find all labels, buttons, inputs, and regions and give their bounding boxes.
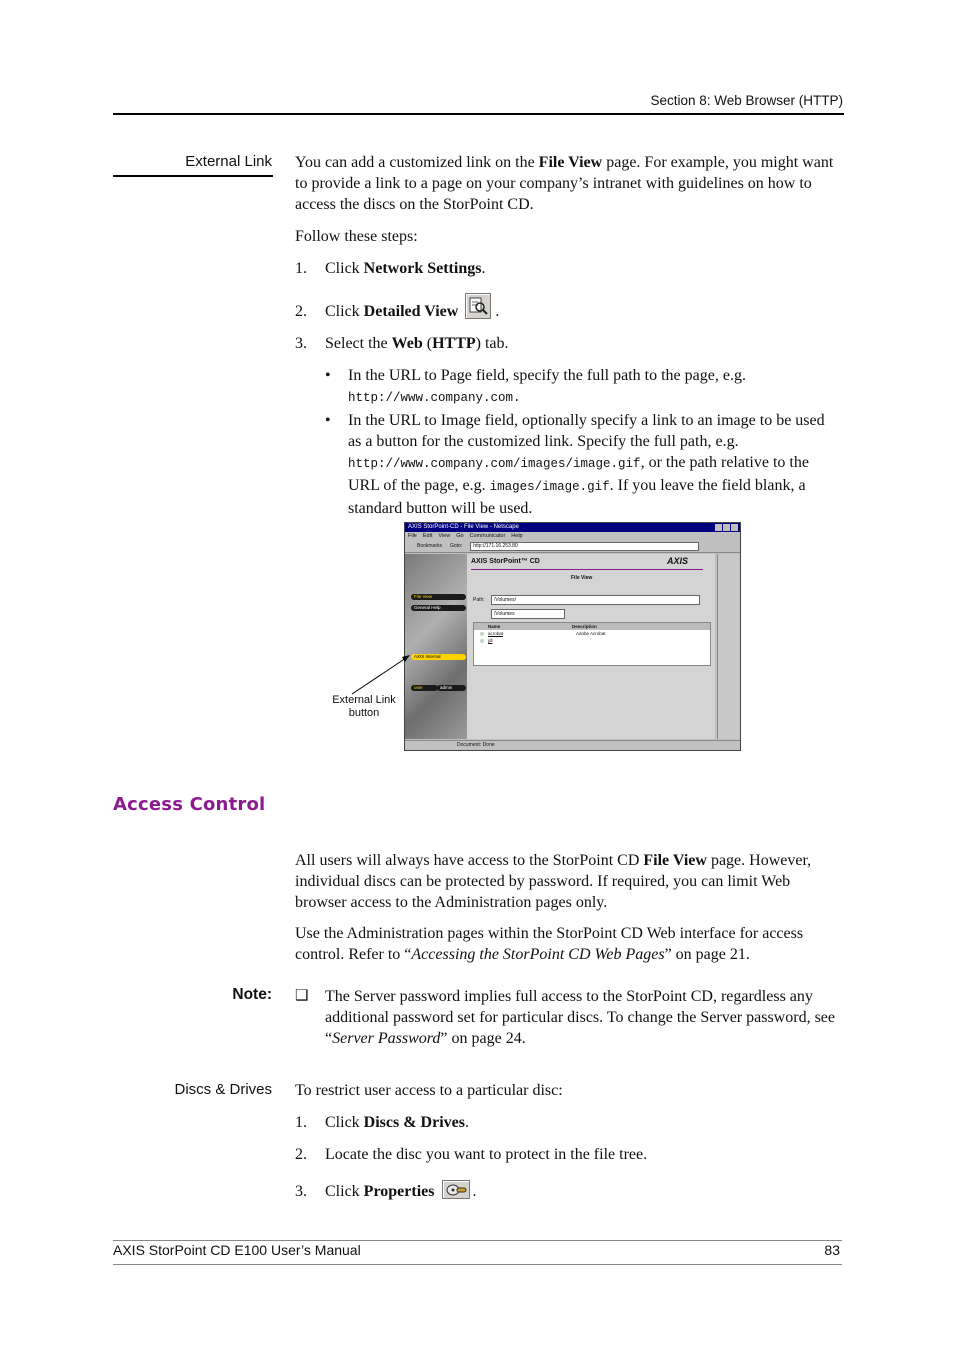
list-item: ◎ acrobat Adobe Acrobat: [480, 631, 606, 636]
footer-title: AXIS StorPoint CD E100 User’s Manual: [113, 1242, 361, 1258]
footer-rule-bottom: [113, 1264, 842, 1265]
path-select: /Volumes: [491, 609, 565, 619]
callout-arrow: [350, 650, 412, 696]
note-label: Note:: [232, 986, 272, 1003]
side-heading-discs-drives: Discs & Drives: [174, 1081, 272, 1098]
footer-rule-top: [113, 1240, 842, 1241]
detailed-view-icon: [465, 293, 491, 319]
nav-user: user: [411, 685, 438, 691]
list-item: ◎ jdl: [480, 638, 493, 643]
nav-general-help: General Help: [411, 605, 466, 611]
properties-icon: [442, 1180, 470, 1199]
follow-steps: Follow these steps:: [295, 228, 418, 245]
note-box-icon: ❑: [295, 988, 309, 1004]
status-bar: Document: Done: [405, 740, 740, 750]
nav-external-link: AXIS Internal: [411, 654, 466, 660]
access-control-p2: Use the Administration pages within the StorPoint CD Web interface for access control. Refer to “Accessing the StorPoint CD Web Pages” on page 21.: [295, 925, 804, 963]
discs-intro: To restrict user access to a particular disc:: [295, 1082, 563, 1099]
bookmarks-label: Bookmarks: [417, 543, 443, 549]
side-heading-external-link: External Link: [185, 153, 272, 170]
page-heading: File View: [571, 575, 593, 581]
path-input: /Volumes/: [491, 595, 700, 605]
scrollbar: [717, 554, 740, 739]
external-link-intro: You can add a customized link on the File View page. For example, you might want to provide a link to a page on your company’s intranet with guidelines on how to access the discs on the StorPoint CD.: [295, 154, 834, 213]
browser-titlebar: AXIS StorPoint-CD - File View - Netscape: [405, 523, 740, 532]
page-content: [467, 554, 715, 739]
file-view-screenshot: [404, 522, 741, 751]
note-text: The Server password implies full access to the StorPoint CD, regardless any additional password set for particular discs. To change the Server password, see “Server Password” on page 24.: [325, 988, 835, 1047]
file-list: Name Description ◎ acrobat Adobe Acrobat ◎ jdl: [473, 622, 711, 666]
maximize-icon: [723, 524, 730, 531]
page-number: 83: [824, 1242, 840, 1258]
callout-external-link-button: External Link button: [332, 694, 396, 719]
disc-icon: ◎: [480, 638, 484, 643]
nav-panel: [405, 554, 467, 739]
access-control-heading: Access Control: [113, 794, 266, 815]
browser-locationbar: Bookmarks Goto: http://171.16.253.80: [405, 541, 740, 553]
header-rule: [113, 113, 844, 115]
brand-title: AXIS StorPoint™ CD: [471, 558, 540, 565]
bullet-url-to-page: • In the URL to Page field, specify the full path to the page, e.g. http://www.company.com.: [325, 367, 746, 405]
running-header: Section 8: Web Browser (HTTP): [650, 93, 843, 108]
nav-file-view: File View: [411, 594, 466, 600]
goto-field: http://171.16.253.80: [470, 542, 699, 551]
path-label: Path:: [473, 597, 485, 603]
browser-menubar: File Edit View Go Communicator Help: [408, 533, 523, 539]
minimize-icon: [715, 524, 722, 531]
close-icon: [731, 524, 738, 531]
access-control-p1: All users will always have access to the StorPoint CD File View page. However, individual discs can be protected by password. If required, you can limit Web browser access to the Administration pages only.: [295, 852, 812, 911]
disc-icon: ◎: [480, 631, 484, 636]
nav-admin: admin: [437, 685, 466, 691]
side-heading-rule: [113, 175, 273, 177]
axis-logo: AXIS: [667, 556, 689, 566]
bullet-url-to-image: • In the URL to Image field, optionally specify a link to an image to be used as a button for the customized link. Specify the full path, e.g. http://www.company.com/images/image.gif, or the path relative to the URL of the page, e.g. images/image.gif. If you leave the field blank, a standard button will be used.: [325, 412, 825, 517]
